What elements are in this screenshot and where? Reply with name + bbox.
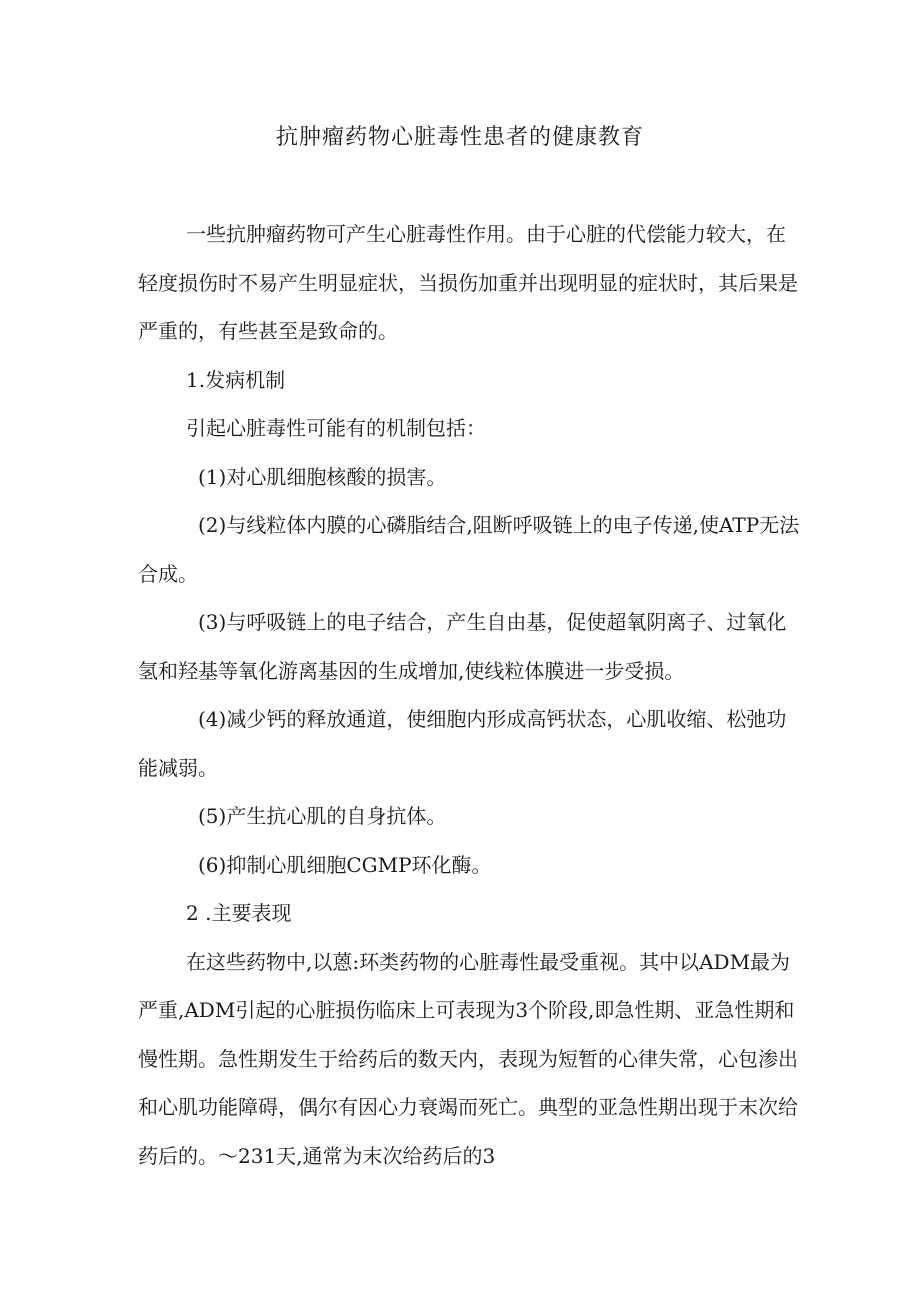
list-item-mechanism-2: (2)与线粒体内膜的心磷脂结合,阻断呼吸链上的电子传递,使ATP无法合成。: [138, 513, 800, 586]
paragraph-intro: 一些抗肿瘤药物可产生心脏毒性作用。由于心脏的代偿能力较大，在轻度损伤时不易产生明显症状，当损伤加重并出现明显的症状时，其后果是严重的，有些甚至是致命的。: [138, 222, 798, 343]
list-item-mechanism-6: (6)抑制心肌细胞CGMP环化酶。: [198, 852, 492, 877]
paragraph-main-manifestations: 在这些药物中,以蒽:环类药物的心脏毒性最受重视。其中以ADM最为严重,ADM引起的心脏损伤临床上可表现为3个阶段,即急性期、亚急性期和慢性期。急性期发生于给药后的数天内，表现为短暂的心律失常，心包渗出和心肌功能障碍，偶尔有因心力衰竭而死亡。典型的亚急性期出现于末次给药后的。～231天,通常为末次给药后的3: [138, 949, 798, 1168]
heading-mechanism: 1.发病机制: [186, 367, 286, 392]
list-item-mechanism-3: (3)与呼吸链上的电子结合，产生自由基，促使超氧阴离子、过氧化氢和羟基等氧化游离基因的生成增加,使线粒体膜进一步受损。: [138, 610, 787, 683]
document-title: 抗肿瘤药物心脏毒性患者的健康教育: [275, 125, 644, 150]
list-item-mechanism-1: (1)对心肌细胞核酸的损害。: [198, 464, 447, 489]
document-body: [138, 210, 803, 1180]
paragraph-mechanism-intro: 引起心脏毒性可能有的机制包括：: [186, 416, 486, 440]
list-item-mechanism-5: (5)产生抗心肌的自身抗体。: [198, 804, 447, 828]
heading-main-manifestations: 2 .主要表现: [186, 901, 292, 925]
list-item-mechanism-4: (4)减少钙的释放通道，使细胞内形成高钙状态，心肌收缩、松弛功能减弱。: [138, 707, 787, 780]
